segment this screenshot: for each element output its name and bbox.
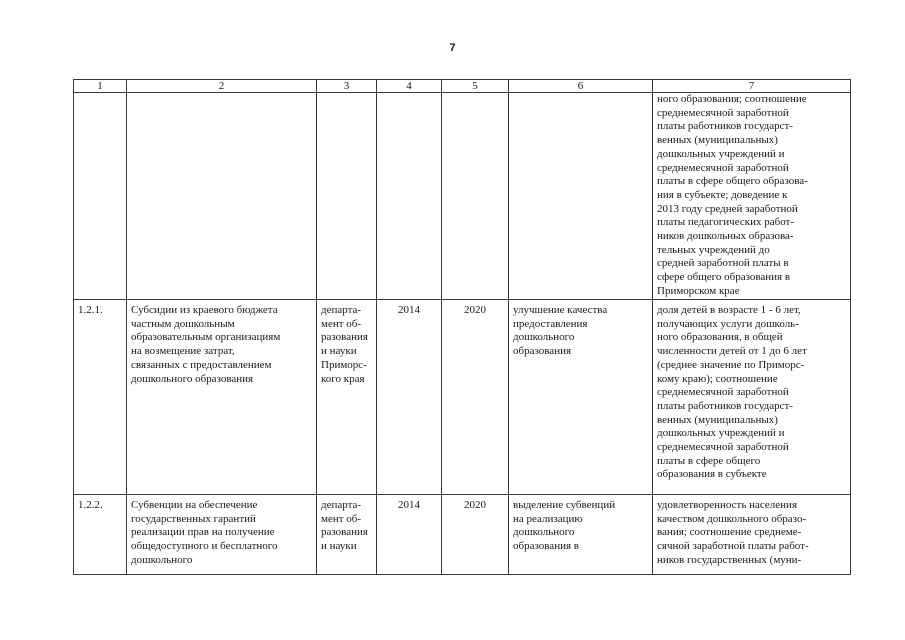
measure-number: 1.2.1.: [74, 300, 127, 495]
measure-expected-result: улучшение качества предоставления дошкольного образования: [509, 300, 653, 495]
program-measures-table: [73, 79, 851, 575]
measure-expected-result: выделение субвенций на реализацию дошкольного образования в: [509, 495, 653, 575]
column-header: 2: [127, 80, 317, 93]
measure-end-year: 2020: [442, 300, 509, 495]
column-number-row: [74, 80, 851, 93]
measure-name: [127, 93, 317, 300]
measure-executor: департа- мент об- разования и науки Приморс- кого края: [317, 300, 377, 495]
column-header: 7: [653, 80, 851, 93]
column-header: 4: [377, 80, 442, 93]
measure-executor: [317, 93, 377, 300]
page-number: 7: [449, 42, 456, 54]
measure-number: [74, 93, 127, 300]
column-header: 6: [509, 80, 653, 93]
measure-name: Субсидии из краевого бюджета частным дошкольным образовательным организациям на возмещение затрат, связанных с предоставлением дошкольного образования: [127, 300, 317, 495]
measure-end-year: [442, 93, 509, 300]
measure-start-year: 2014: [377, 300, 442, 495]
measure-number: 1.2.2.: [74, 495, 127, 575]
column-header: 5: [442, 80, 509, 93]
column-header: 1: [74, 80, 127, 93]
column-header: 3: [317, 80, 377, 93]
measure-expected-result: [509, 93, 653, 300]
measure-name: Субвенции на обеспечение государственных гарантий реализации прав на получение общедоступного и бесплатного дошкольного: [127, 495, 317, 575]
measure-executor: департа- мент об- разования и науки: [317, 495, 377, 575]
table-row: [74, 93, 851, 300]
measure-indicators: удовлетворенность населения качеством дошкольного образо- вания; соотношение среднеме- сячной заработной платы работ- ников государственных (муни-: [653, 495, 851, 575]
table-row: [74, 495, 851, 575]
measure-indicators: ного образования; соотношение среднемесячной заработной платы работников государст- венных (муниципальных) дошкольных учреждений и среднемесячной заработной платы в сфере общего образова- ния в субъекте; доведение к 2013 году средней заработной платы педагогических работ- ников дошкольных образова- тельных учреждений до средней заработной платы в сфере общего образования в Приморском крае: [653, 93, 851, 300]
measure-end-year: 2020: [442, 495, 509, 575]
measure-indicators: доля детей в возрасте 1 - 6 лет, получающих услуги дошколь- ного образования, в общей численности детей от 1 до 6 лет (среднее значение по Приморс- кому краю); соотношение среднемесячной заработной платы работников государст- венных (муниципальных) дошкольных учреждений и среднемесячной заработной платы в сфере общего образования в субъекте: [653, 300, 851, 495]
measure-start-year: 2014: [377, 495, 442, 575]
table-row: [74, 300, 851, 495]
measure-start-year: [377, 93, 442, 300]
